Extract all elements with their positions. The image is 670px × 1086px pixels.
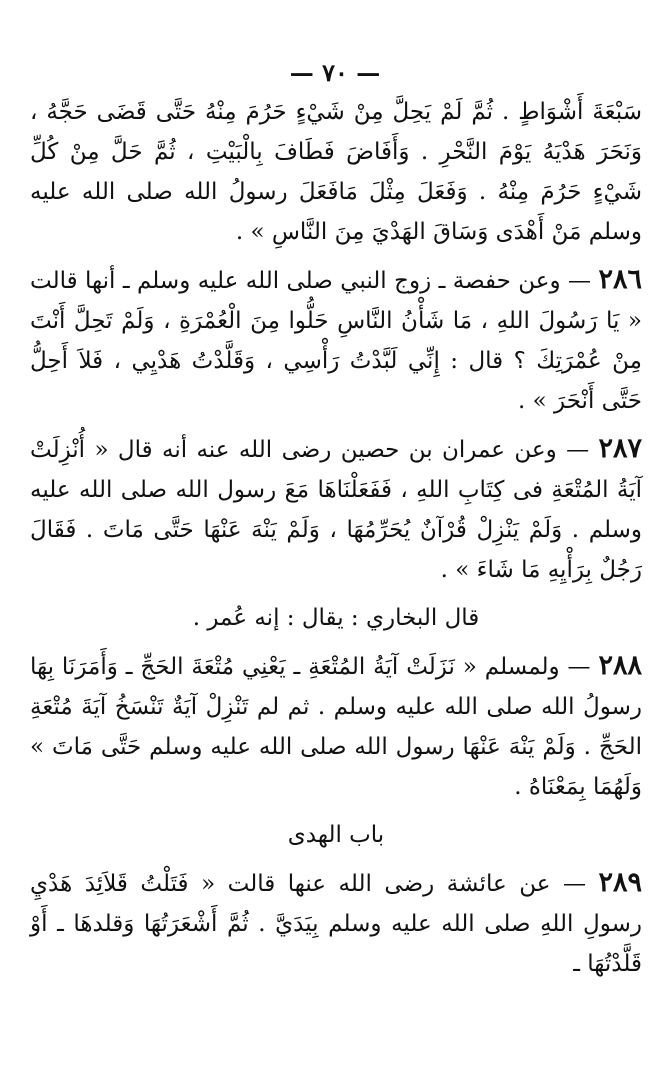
- page-body: [30, 92, 642, 984]
- hadith-number: ٢٨٧: [598, 433, 642, 464]
- paragraph-continuation: [30, 92, 642, 252]
- hadith-number: ٢٨٩: [598, 867, 642, 898]
- bukhari-note: [30, 598, 642, 638]
- chapter-title: باب الهدى: [287, 822, 385, 848]
- paragraph-text: قال البخاري : يقال : إنه عُمر .: [192, 605, 480, 631]
- hadith-288: [30, 646, 642, 807]
- hadith-number: ٢٨٨: [598, 650, 642, 681]
- hadith-number: ٢٨٦: [598, 264, 642, 295]
- paragraph-text: — وعن حفصة ـ زوج النبي صلى الله عليه وسلم ـ أنها قالت « يَا رَسُولَ اللهِ ، مَا شَأْنُ النَّاسِ حَلُّوا مِنَ الْعُمْرَةِ ، وَلَمْ تَحِلَّ أَنْتَ مِنْ عُمْرَتِكَ ؟ قال : إِنِّي لَبَّدْتُ رَأْسِي ، وَقَلَّدْتُ هَدْيِي ، فَلاَ أَحِلُّ حَتَّى أَنْحَرَ » .: [30, 268, 642, 414]
- hadith-289: [30, 863, 642, 984]
- chapter-heading: [30, 815, 642, 855]
- paragraph-text: — ولمسلم « نَزَلَتْ آيَةُ المُتْعَةِ ـ يَعْنِي مُتْعَةَ الحَجِّ ـ وَأَمَرَنَا بِهَا رسولُ الله صلى الله عليه وسلم . ثم لم تَنْزِلْ آيَةٌ تَنْسَخُ آيَةَ مُتْعَةِ الحَجِّ . وَلَمْ يَنْهَ عَنْهَا رسول الله صلى الله عليه وسلم حَتَّى مَاتَ » وَلَهُمَا بِمَعْنَاهُ .: [30, 654, 642, 800]
- hadith-286: [30, 260, 642, 421]
- paragraph-text: سَبْعَةَ أَشْوَاطٍ . ثُمَّ لَمْ يَحِلَّ مِنْ شَيْءٍ حَرُمَ مِنْهُ حَتَّى قَضَى حَجَّهُ ، وَنَحَرَ هَدْيَهُ يَوْمَ النَّحْرِ . وَأَفَاضَ فَطَافَ بِالْبَيْتِ ، ثُمَّ حَلَّ مِنْ كُلِّ شَيْءٍ حَرُمَ مِنْهُ . وَفَعَلَ مِثْلَ مَافَعَلَ رسولُ الله صلى الله عليه وسلم مَنْ أَهْدَى وَسَاقَ الهَدْيَ مِنَ النَّاسِ » .: [30, 99, 642, 245]
- hadith-287: [30, 429, 642, 590]
- paragraph-text: — عن عائشة رضى الله عنها قالت « فَتَلْتُ قَلاَئِدَ هَدْيِ رسولِ اللهِ صلى الله عليه وسلم بِيَدَيَّ . ثُمَّ أَشْعَرَتُهَا وَقلدهَا ـ أَوْ قَلَّدْتُهَا ـ: [30, 871, 642, 977]
- paragraph-text: — وعن عمران بن حصين رضى الله عنه أنه قال « أُنْزِلَتْ آيَةُ المُتْعَةِ فى كِتَابِ اللهِ ، فَفَعَلْنَاهَا مَعَ رسول الله صلى الله عليه وسلم . وَلَمْ يَنْزِلْ قُرْآنٌ يُحَرِّمُهَا ، وَلَمْ يَنْهَ عَنْهَا حَتَّى مَاتَ . فَقَالَ رَجُلٌ بِرَأْيِهِ مَا شَاءَ » .: [30, 437, 642, 583]
- page-number: — ٧٠ —: [289, 58, 381, 87]
